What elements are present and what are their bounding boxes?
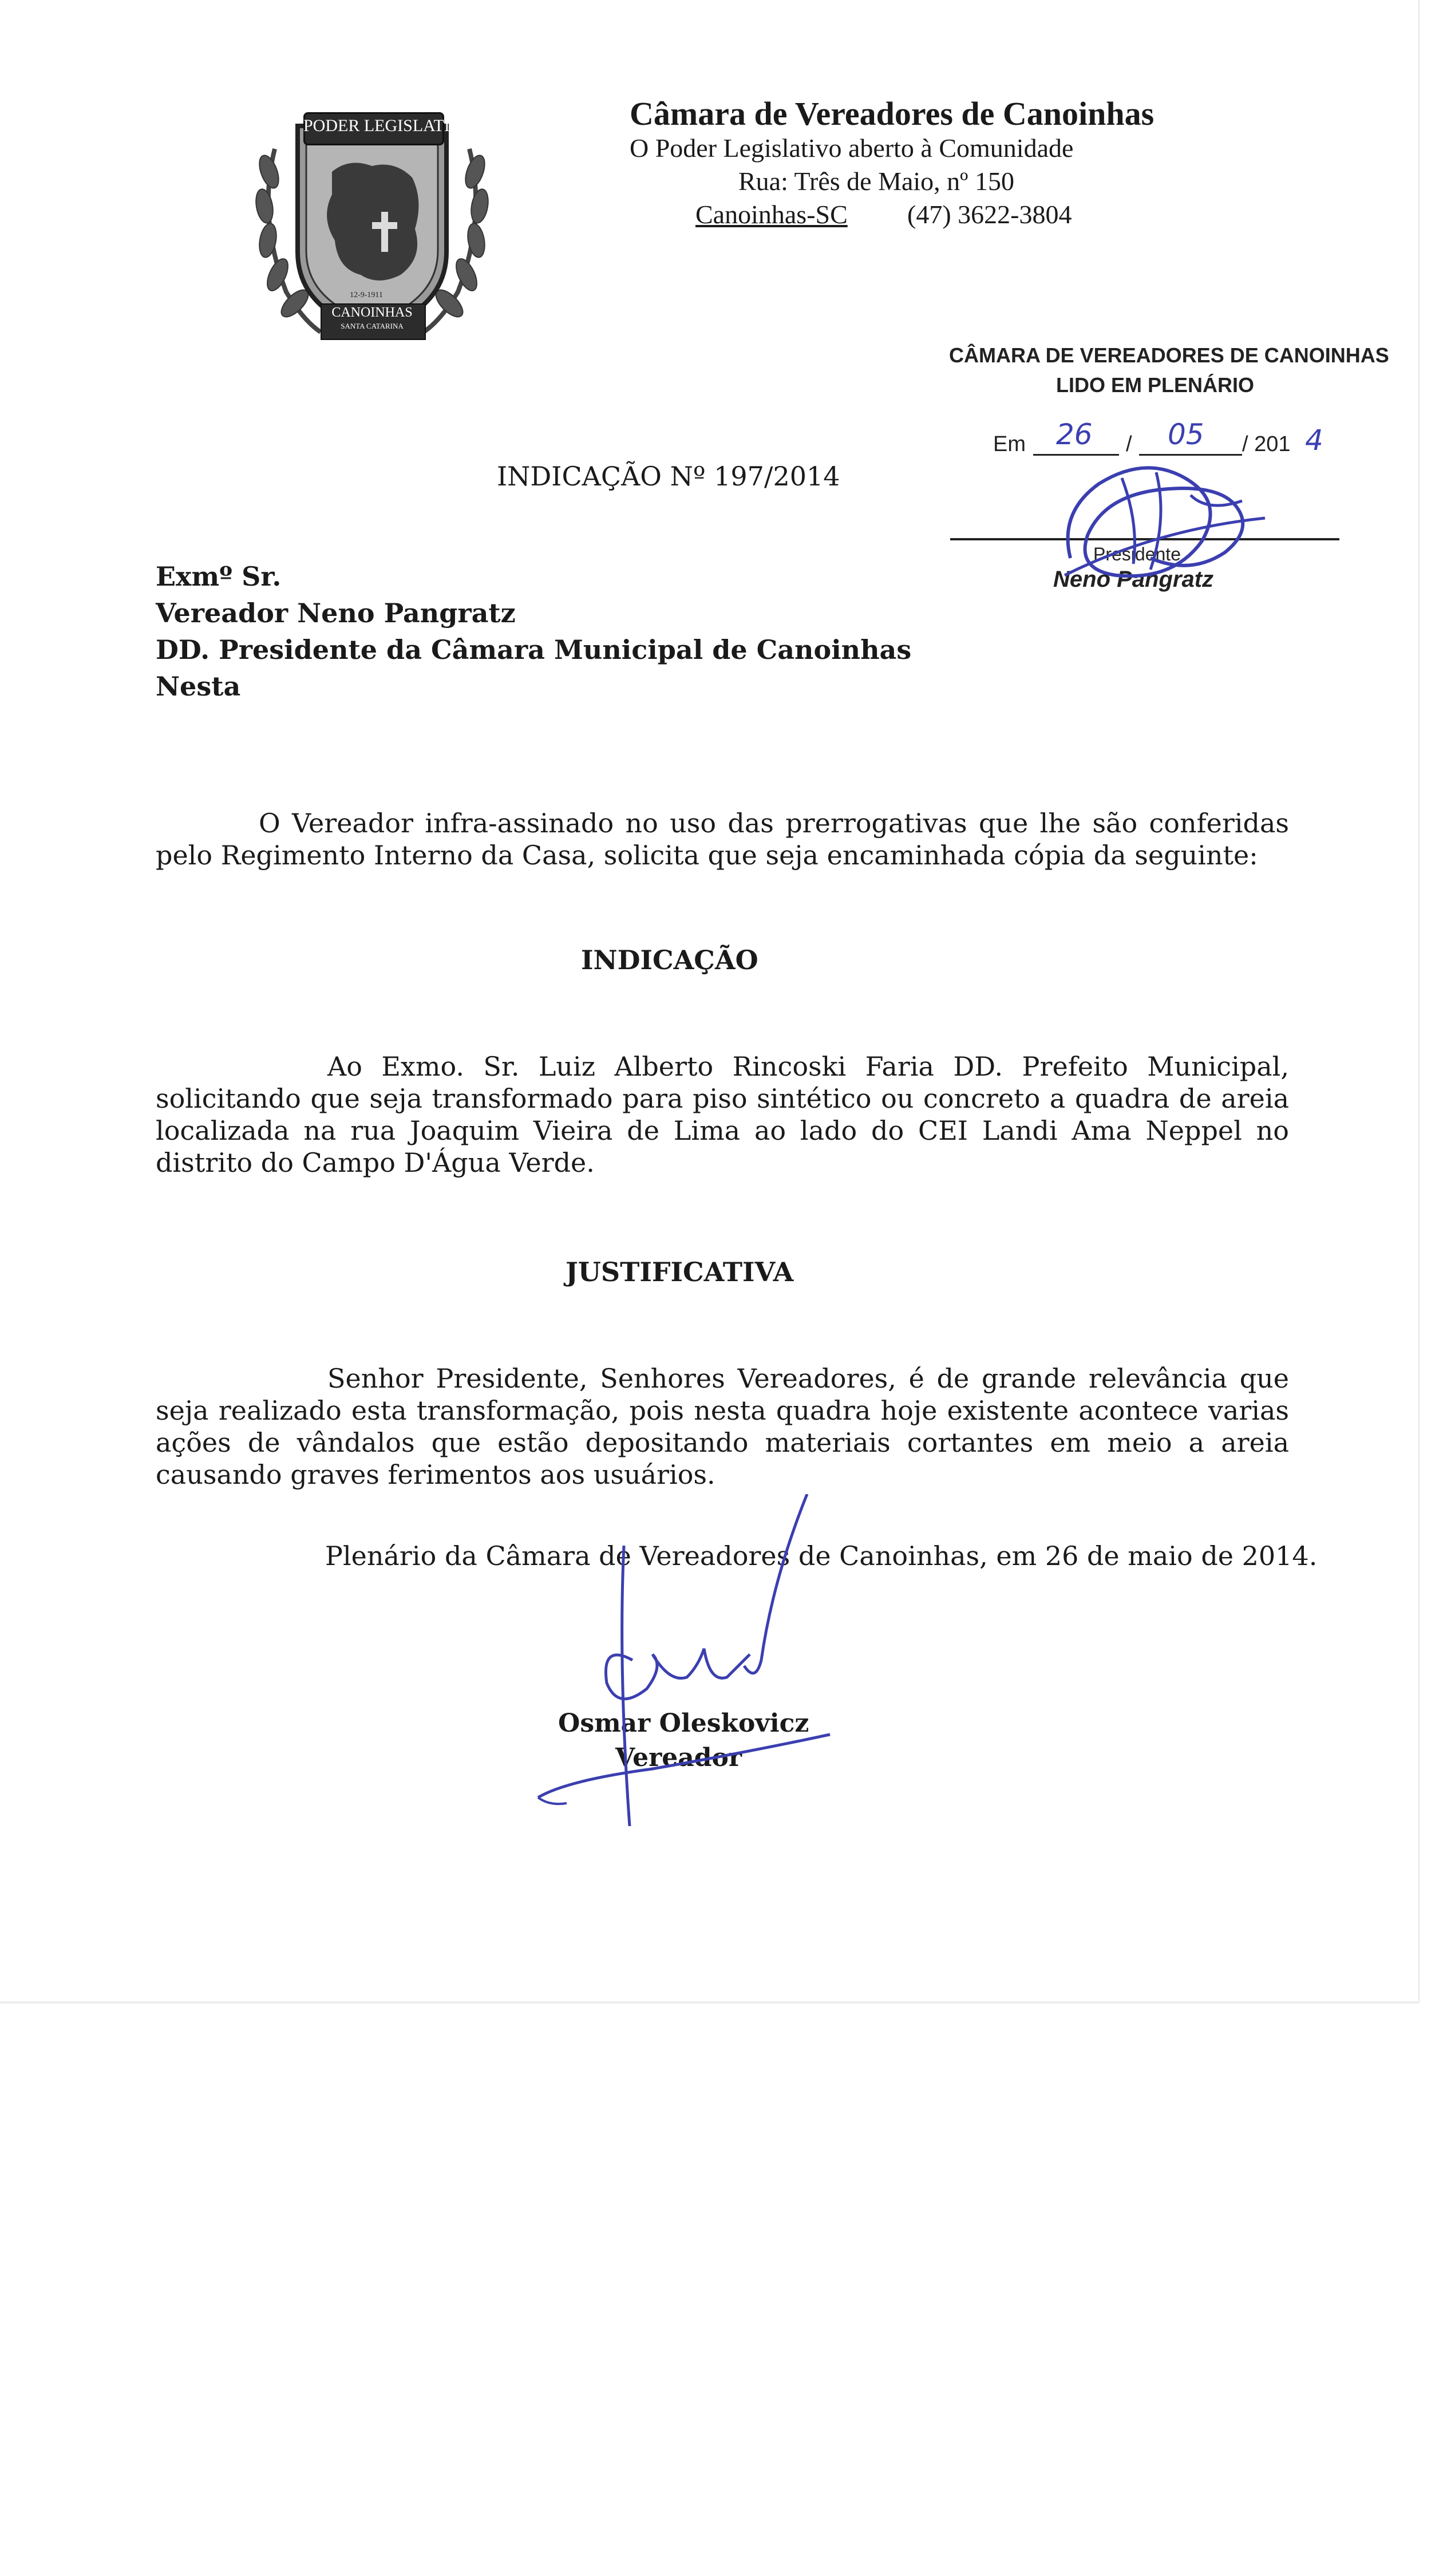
recipient-line-4: Nesta [156,671,241,702]
intro-paragraph [156,807,1289,871]
emblem-banner-text: PODER LEGISLATIVO [303,116,475,135]
stamp-day: 26 [1056,418,1093,451]
emblem-state: SANTA CATARINA [341,322,404,330]
recipient-line-2: Vereador Neno Pangratz [156,598,516,629]
stamp-line-2: LIDO EM PLENÁRIO [1056,373,1255,397]
scan-edge-right [1418,0,1420,2004]
header-title: Câmara de Vereadores de Canoinhas [630,95,1155,132]
recipient-line-1: Exmº Sr. [156,561,282,592]
stamp-presidente-name: Neno Pangratz [1053,567,1214,592]
emblem-date: 12-9-1911 [350,291,383,299]
signer-name: Osmar Oleskovicz [558,1709,809,1738]
header-city: Canoinhas-SC [695,200,848,229]
presidente-signature [1053,444,1282,592]
justificativa-paragraph [156,1362,1289,1491]
stamp-em-label: Em [993,432,1026,456]
justificativa-text: Senhor Presidente, Senhores Vereadores, é de grande relevância que seja realizado esta transformação, pois nesta quadra hoje existente acontece varias ações de vândalos que estão depositando materiais cortantes em meio a areia causando graves ferimentos aos usuários. [156,1363,1289,1490]
stamp-presidente-label: Presidente [1093,544,1181,564]
indicacao-heading: INDICAÇÃO [581,945,758,975]
header-subtitle: O Poder Legislativo aberto à Comunidade [630,133,1074,163]
scan-edge-bottom [0,2001,1420,2004]
signer-role: Vereador [615,1743,742,1772]
stamp-month: 05 [1168,418,1204,451]
stamp-year-prefix: / 201 [1242,432,1291,456]
stamp-line-1: CÂMARA DE VEREADORES DE CANOINHAS [949,343,1389,367]
header-address: Rua: Três de Maio, nº 150 [738,167,1014,196]
closing-line: Plenário da Câmara de Vereadores de Canoinhas, em 26 de maio de 2014. [325,1540,1318,1571]
recipient-line-3: DD. Presidente da Câmara Municipal de Canoinhas [156,634,912,665]
indicacao-text: Ao Exmo. Sr. Luiz Alberto Rincoski Faria DD. Prefeito Municipal, solicitando que seja transformado para piso sintético ou concreto a quadra de areia localizada na rua Joaquim Vieira de Lima ao lado do CEI Landi Ama Neppel no distrito do Campo D'Água Verde. [156,1051,1289,1178]
intro-text: O Vereador infra-assinado no uso das prerrogativas que lhe são conferidas pelo Regimento Interno da Casa, solicita que seja encaminhada cópia da seguinte: [156,808,1289,871]
document-number: INDICAÇÃO Nº 197/2014 [497,461,840,492]
vereador-signature [532,1494,853,1838]
indicacao-paragraph [156,1050,1289,1179]
emblem-city: CANOINHAS [331,305,413,320]
stamp-year-suffix: 4 [1305,424,1323,457]
justificativa-heading: JUSTIFICATIVA [566,1257,794,1287]
header-phone: (47) 3622-3804 [907,200,1072,229]
recipient-block [156,558,911,705]
